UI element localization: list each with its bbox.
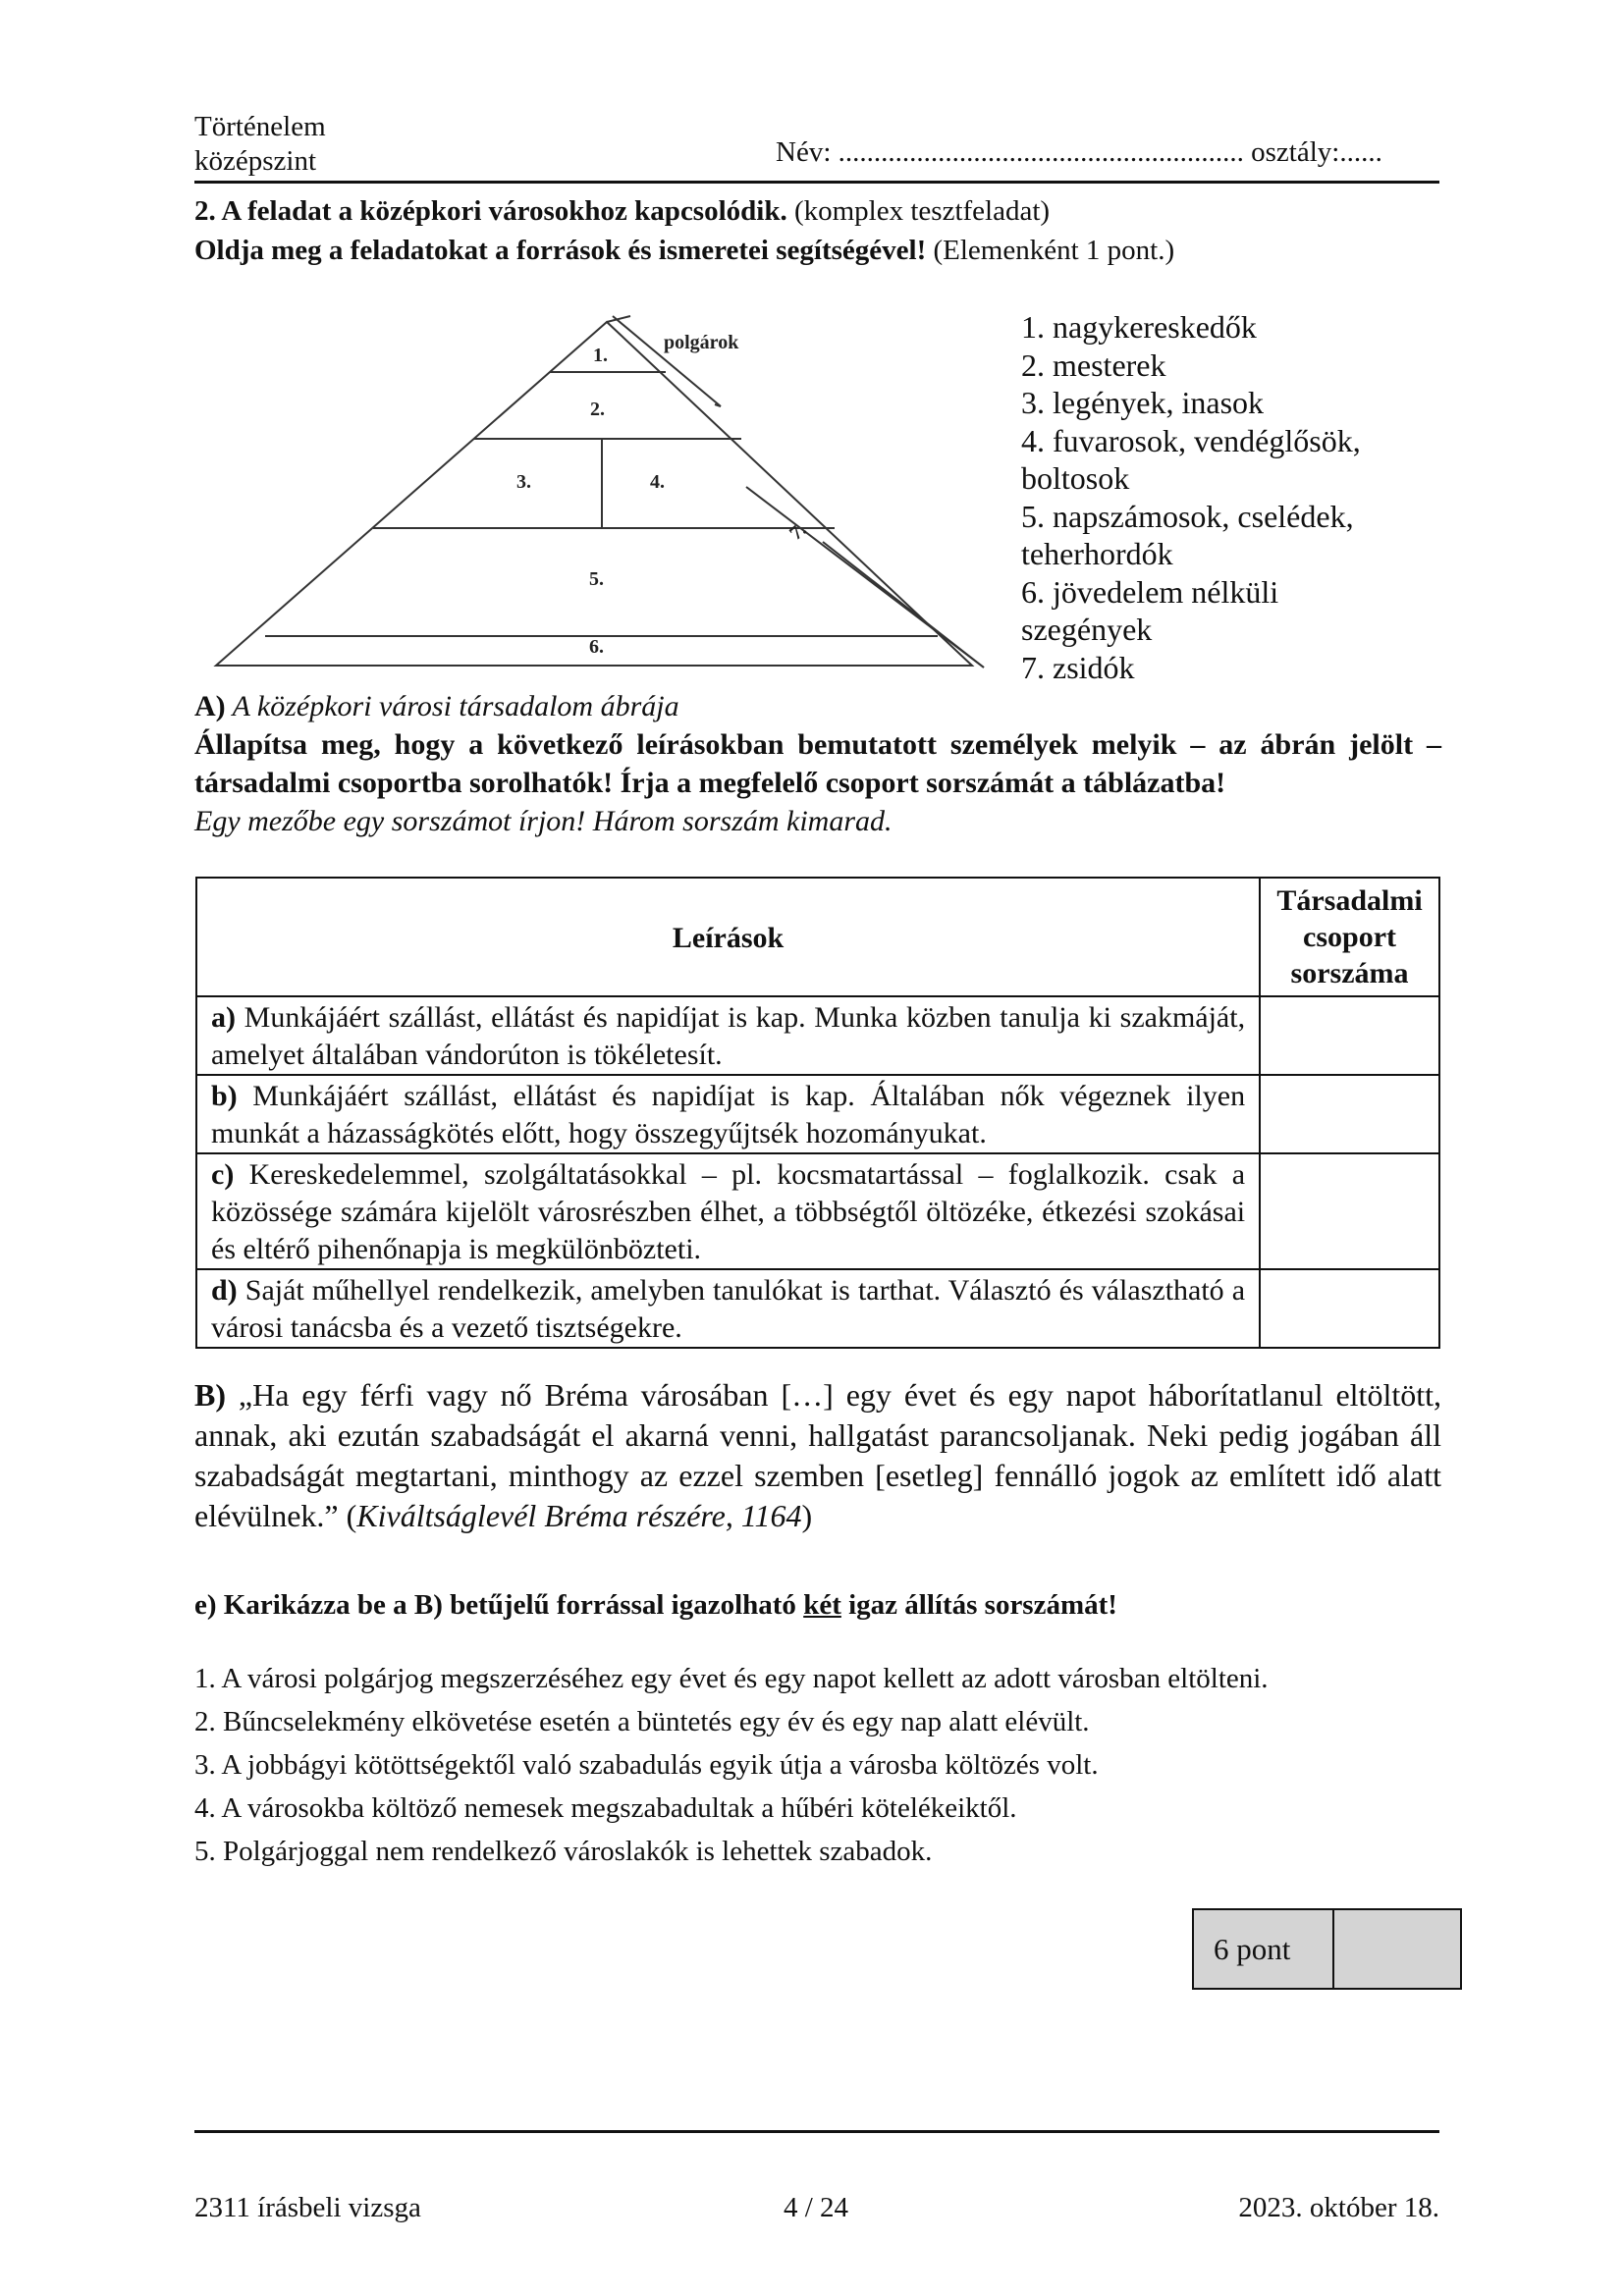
section-a-note: Egy mezőbe egy sorszámot írjon! Három sorszám kimarad. bbox=[194, 805, 893, 837]
pyramid-label-2: 2. bbox=[590, 399, 605, 420]
question-e: e) Karikázza be a B) betűjelű forrással igazolható két igaz állítás sorszámát! bbox=[194, 1589, 1117, 1621]
statement-2[interactable]: 2. Bűncselekmény elkövetése esetén a büntetés egy év és egy nap alatt elévült. bbox=[194, 1706, 1090, 1737]
subject: Történelem bbox=[194, 111, 326, 142]
pyramid-label-4: 4. bbox=[650, 471, 665, 493]
score-field[interactable] bbox=[1333, 1909, 1461, 1989]
statement-5[interactable]: 5. Polgárjoggal nem rendelkező városlakók is lehettek szabadok. bbox=[194, 1836, 933, 1867]
statement-4[interactable]: 4. A városokba költöző nemesek megszabadultak a hűbéri kötelékeiktől. bbox=[194, 1792, 1017, 1824]
legend-item: 5. napszámosok, cselédek, bbox=[1021, 498, 1354, 534]
task-instruction: Oldja meg a feladatokat a források és ismeretei segítségével! (Elemenként 1 pont.) bbox=[194, 235, 1175, 266]
polgarok-label: polgárok bbox=[664, 332, 739, 353]
row-a-description: a) Munkájáért szállást, ellátást és napidíjat is kap. Munka közben tanulja ki szakmáját, amelyet általában vándorúton is tökéletesít. bbox=[196, 996, 1260, 1075]
row-b-description: b) Munkájáért szállást, ellátást és napidíjat is kap. Általában nők végeznek ilyen munkát a házasságkötés előtt, hogy összegyűjtsék hozományukat. bbox=[196, 1075, 1260, 1153]
legend-item: 3. legények, inasok bbox=[1021, 385, 1265, 420]
statement-3[interactable]: 3. A jobbágyi kötöttségektől való szabadulás egyik útja a városba költözés volt. bbox=[194, 1749, 1099, 1781]
legend-item: 2. mesterek bbox=[1021, 347, 1166, 383]
level: középszint bbox=[194, 145, 317, 177]
legend-item: teherhordók bbox=[1021, 536, 1173, 571]
pyramid-label-7: 7. bbox=[785, 518, 811, 545]
table-row bbox=[196, 1269, 1439, 1348]
diagram-caption: A) A középkori városi társadalom ábrája bbox=[194, 690, 679, 722]
answer-cell-a[interactable] bbox=[1260, 996, 1439, 1075]
legend-item: 4. fuvarosok, vendéglősök, bbox=[1021, 422, 1361, 458]
score-label: 6 pont bbox=[1193, 1909, 1333, 1989]
page-number: 4 / 24 bbox=[784, 2192, 849, 2223]
group-legend bbox=[1021, 308, 1443, 686]
footer-exam-code: 2311 írásbeli vizsga bbox=[194, 2192, 421, 2223]
pyramid-label-6: 6. bbox=[589, 636, 604, 658]
answer-cell-c[interactable] bbox=[1260, 1153, 1439, 1269]
pyramid-outline bbox=[216, 322, 972, 666]
answer-cell-d[interactable] bbox=[1260, 1269, 1439, 1348]
legend-item: 7. zsidók bbox=[1021, 649, 1135, 685]
table-row bbox=[196, 996, 1439, 1075]
society-pyramid-diagram bbox=[196, 302, 992, 675]
task-title: 2. A feladat a középkori városokhoz kapcsolódik. (komplex tesztfeladat) bbox=[194, 195, 1051, 227]
statement-list bbox=[194, 1657, 1451, 1873]
col-header-descriptions: Leírások bbox=[196, 878, 1260, 996]
row-d-description: d) Saját műhellyel rendelkezik, amelyben tanulókat is tarthat. Választó és választható a városi tanácsba és a vezető tisztségekre. bbox=[196, 1269, 1260, 1348]
pyramid-label-3: 3. bbox=[516, 471, 531, 493]
legend-item: szegények bbox=[1021, 612, 1153, 647]
statement-1[interactable]: 1. A városi polgárjog megszerzéséhez egy évet és egy napot kellett az adott városban eltölteni. bbox=[194, 1663, 1269, 1694]
footer-rule bbox=[194, 2130, 1439, 2133]
pyramid-label-5: 5. bbox=[589, 568, 604, 590]
section-a-instruction: Állapítsa meg, hogy a következő leírásokban bemutatott személyek melyik – az ábrán jelölt – társadalmi csoportba sorolhatók! Írja a megfelelő csoport sorszámát a táblázatba! bbox=[194, 728, 1441, 799]
source-b-quote: B) „Ha egy férfi vagy nő Bréma városában […] egy évet és egy napot háborítatlanul eltöltött, annak, aki ezután szabadságát el akarná venni, hallgatást parancsoljanak. Neki pedig jogában áll szabadságát megtartani, minthogy az ezzel szemben [esetleg] fennálló jogok az említett idő alatt elévülnek.” (Kiváltságlevél Bréma részére, 1164) bbox=[194, 1377, 1441, 1533]
col-header-group-number: Társadalmi csoport sorszáma bbox=[1260, 878, 1439, 996]
legend-item: 6. jövedelem nélküli bbox=[1021, 573, 1279, 610]
footer-date: 2023. október 18. bbox=[1238, 2192, 1439, 2223]
table-row bbox=[196, 1075, 1439, 1153]
pyramid-label-1: 1. bbox=[593, 345, 608, 366]
answer-table bbox=[195, 877, 1440, 1349]
legend-item: boltosok bbox=[1021, 460, 1130, 496]
header-rule bbox=[194, 181, 1439, 184]
score-box bbox=[1192, 1908, 1462, 1990]
answer-cell-b[interactable] bbox=[1260, 1075, 1439, 1153]
table-row bbox=[196, 1153, 1439, 1269]
row-c-description: c) Kereskedelemmel, szolgáltatásokkal – pl. kocsmatartással – foglalkozik. csak a közössége számára kijelölt városrészben élhet, a többségtől öltözéke, étkezési szokásai és eltérő pihenőnapja is megkülönbözteti. bbox=[196, 1153, 1260, 1269]
name-field: Név: ......................................................... osztály:...... bbox=[776, 136, 1382, 168]
legend-item: 1. nagykereskedők bbox=[1021, 309, 1257, 345]
